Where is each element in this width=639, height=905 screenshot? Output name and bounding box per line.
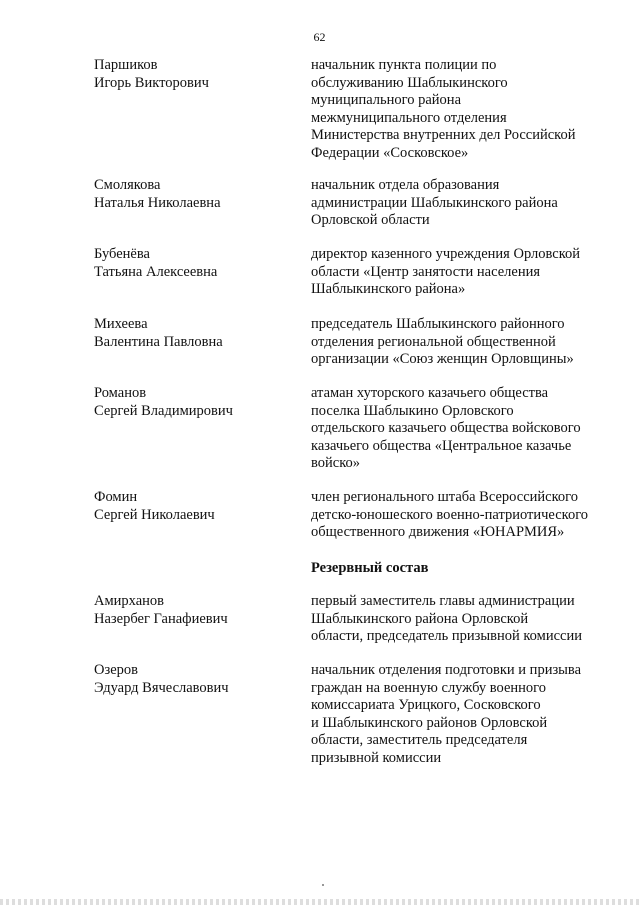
member-given-names: Сергей Владимирович	[94, 402, 233, 419]
role-line: член регионального штаба Всероссийского	[311, 489, 578, 505]
member-role	[311, 177, 611, 230]
role-line: организации «Союз женщин Орловщины»	[311, 351, 574, 367]
member-given-names: Валентина Павловна	[94, 333, 223, 350]
role-line: муниципального района	[311, 92, 461, 108]
member-given-names: Татьяна Алексеевна	[94, 263, 218, 280]
role-line: казачьего общества «Центральное казачье	[311, 437, 572, 454]
member-given-names: Сергей Николаевич	[94, 506, 215, 523]
member-role	[311, 385, 611, 473]
role-line: обслуживанию Шаблыкинского	[311, 74, 508, 91]
member-name	[94, 246, 294, 281]
member-name	[94, 593, 294, 628]
role-line: комиссариата Урицкого, Сосковского	[311, 697, 541, 713]
role-line: и Шаблыкинского районов Орловской	[311, 714, 548, 731]
member-surname: Смолякова	[94, 177, 161, 193]
member-name	[94, 385, 294, 420]
role-line: Министерства внутренних дел Российской	[311, 127, 576, 143]
member-surname: Озеров	[94, 662, 138, 678]
member-surname: Михеева	[94, 316, 148, 332]
role-line: Федерации «Сосковское»	[311, 144, 469, 161]
member-surname: Паршиков	[94, 57, 158, 73]
member-name	[94, 316, 294, 351]
role-line: общественного движения «ЮНАРМИЯ»	[311, 524, 565, 540]
member-surname: Амирханов	[94, 593, 165, 609]
role-line: области, заместитель председателя	[311, 732, 528, 748]
member-surname: Романов	[94, 385, 147, 401]
member-role	[311, 662, 611, 767]
member-surname: Бубенёва	[94, 246, 150, 262]
role-line: войско»	[311, 455, 361, 471]
member-given-names: Игорь Викторович	[94, 74, 209, 91]
member-name	[94, 662, 294, 697]
member-given-names: Эдуард Вячеславович	[94, 679, 229, 696]
role-line: директор казенного учреждения Орловской	[311, 246, 581, 262]
scan-edge-artifact	[0, 899, 639, 905]
role-line: председатель Шаблыкинского районного	[311, 316, 565, 332]
role-line: граждан на военную службу военного	[311, 679, 546, 696]
member-name	[94, 57, 294, 92]
role-line: первый заместитель главы администрации	[311, 593, 575, 609]
member-role	[311, 593, 611, 646]
member-role	[311, 316, 611, 369]
role-line: области, председатель призывной комиссии	[311, 628, 582, 644]
member-surname: Фомин	[94, 489, 138, 505]
role-line: призывной комиссии	[311, 749, 442, 766]
scan-speck	[322, 884, 324, 886]
member-given-names: Наталья Николаевна	[94, 194, 221, 211]
member-given-names: Назербег Ганафиевич	[94, 610, 228, 627]
member-role	[311, 489, 611, 542]
page-number: 62	[313, 30, 326, 44]
role-line: отдельского казачьего общества войскового	[311, 420, 581, 436]
role-line: начальник отделения подготовки и призыва	[311, 662, 582, 678]
member-role	[311, 57, 611, 162]
role-line: Шаблыкинского района Орловской	[311, 610, 529, 627]
role-line: начальник пункта полиции по	[311, 57, 497, 73]
role-line: детско-юношеского военно-патриотического	[311, 506, 589, 523]
member-name	[94, 489, 294, 524]
role-line: поселка Шаблыкино Орловского	[311, 402, 514, 419]
role-line: атаман хуторского казачьего общества	[311, 385, 549, 401]
role-line: межмуниципального отделения	[311, 109, 507, 126]
role-line: области «Центр занятости населения	[311, 263, 541, 280]
role-line: Орловской области	[311, 212, 430, 228]
role-line: администрации Шаблыкинского района	[311, 194, 558, 211]
member-name	[94, 177, 294, 212]
role-line: Шаблыкинского района»	[311, 281, 466, 297]
role-line: начальник отдела образования	[311, 177, 500, 193]
role-line: отделения региональной общественной	[311, 333, 556, 350]
member-role	[311, 246, 611, 299]
reserve-section-heading: Резервный состав	[311, 560, 429, 576]
